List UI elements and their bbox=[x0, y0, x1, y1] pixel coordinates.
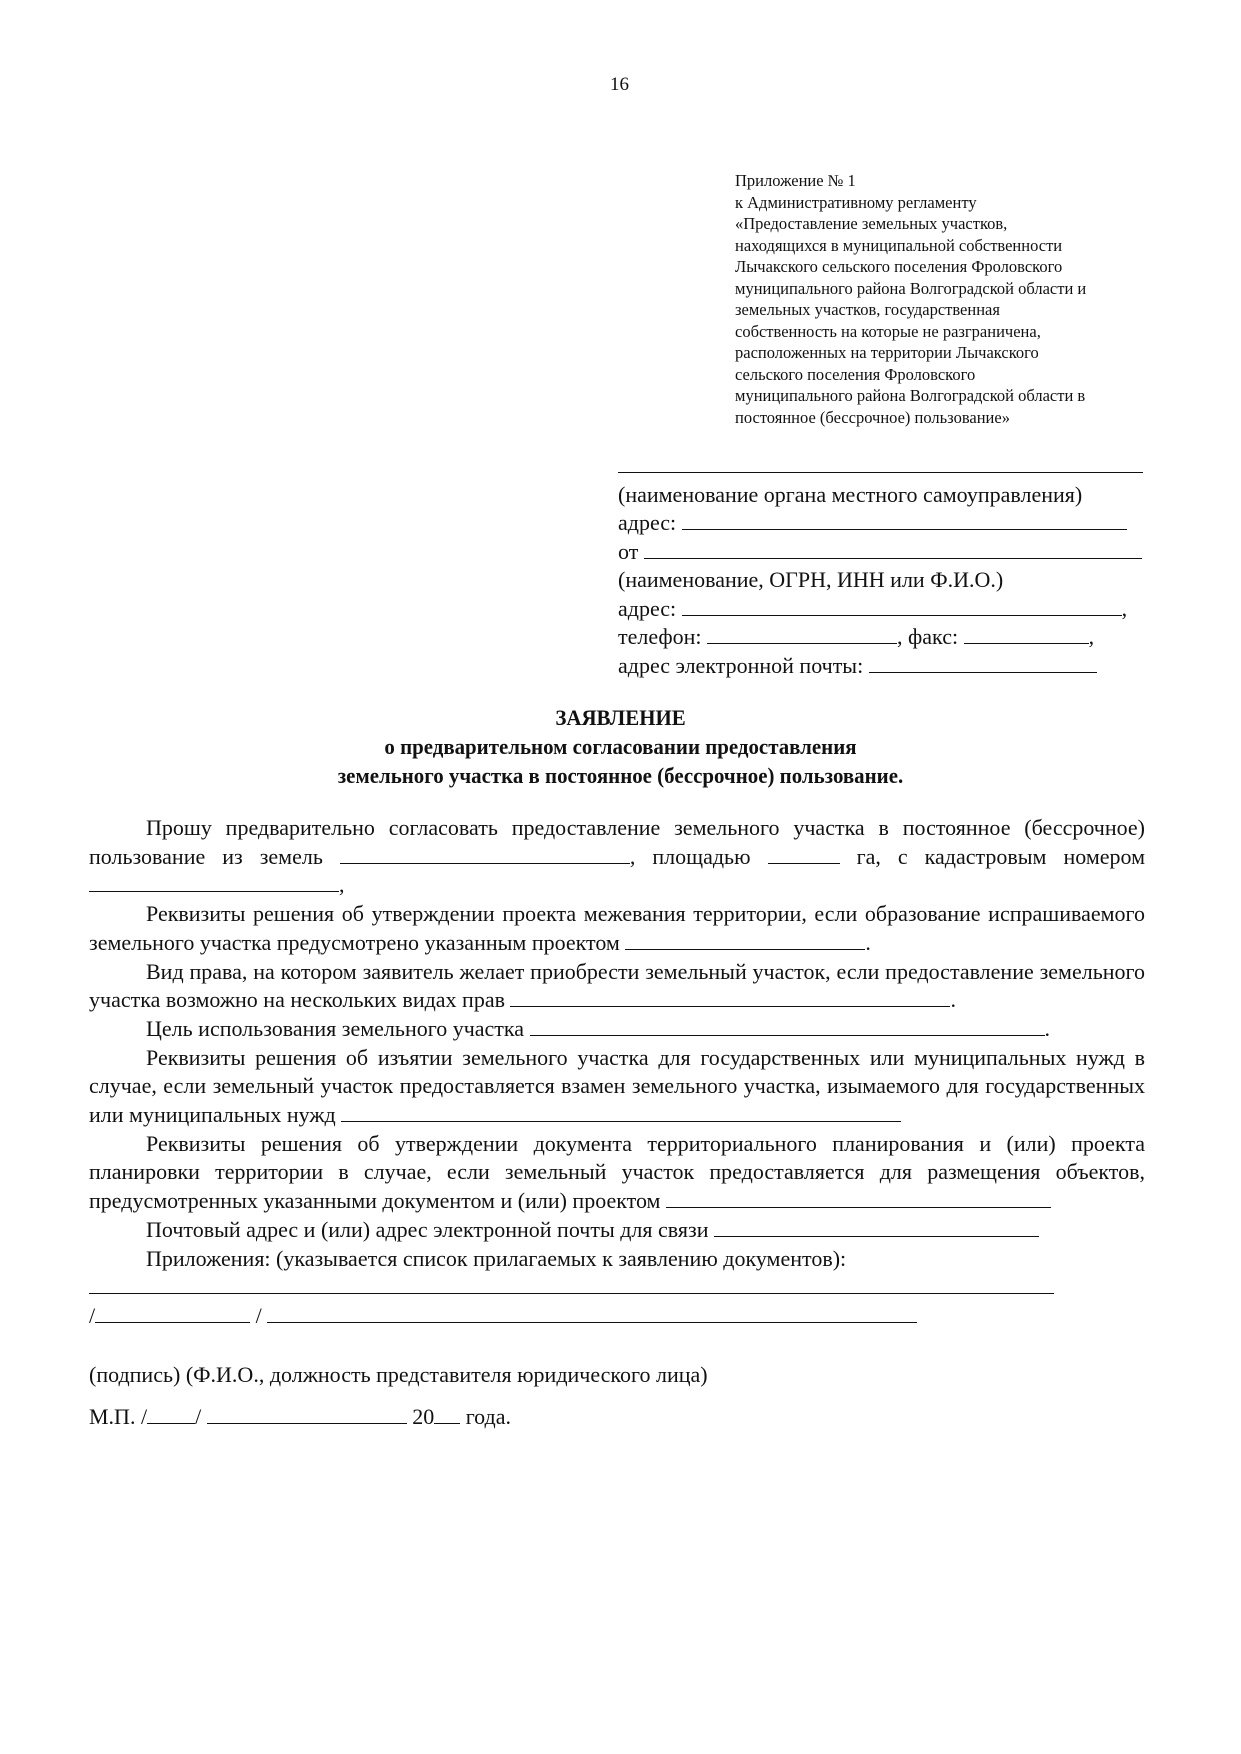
applicant-name-field[interactable] bbox=[644, 538, 1142, 559]
slash: / bbox=[255, 1302, 262, 1328]
phone-field[interactable] bbox=[707, 623, 897, 644]
area-field[interactable] bbox=[768, 843, 840, 864]
paragraph-survey-project bbox=[89, 900, 1145, 957]
appendix-line: «Предоставление земельных участков, bbox=[735, 214, 1008, 233]
applicant-caption: (наименование, ОГРН, ИНН или Ф.И.О.) bbox=[618, 567, 1004, 592]
slash: / bbox=[89, 1302, 96, 1328]
paragraph-planning bbox=[89, 1130, 1145, 1216]
applicant-address-field[interactable] bbox=[682, 595, 1122, 616]
appendix-line: муниципального района Волгоградской области в bbox=[735, 386, 1086, 405]
purpose-text: Цель использования земельного участка bbox=[146, 1015, 525, 1041]
area-label: , площадью bbox=[629, 843, 751, 869]
paragraph-attachments bbox=[89, 1245, 1145, 1274]
appendix-line: расположенных на территории Лычакского bbox=[735, 343, 1039, 362]
appendix-line: находящихся в муниципальной собственности bbox=[735, 235, 1063, 255]
paragraph-right-type bbox=[89, 958, 1145, 1015]
comma: , bbox=[1121, 595, 1128, 621]
period: . bbox=[865, 929, 871, 955]
survey-project-field[interactable] bbox=[625, 929, 865, 950]
signature-field[interactable] bbox=[95, 1302, 250, 1323]
comma: , bbox=[339, 872, 345, 898]
paragraph-purpose bbox=[89, 1015, 1145, 1044]
from-label: от bbox=[618, 538, 639, 564]
appendix-line: Приложение № 1 bbox=[735, 171, 856, 190]
title-heading: ЗАЯВЛЕНИЕ bbox=[555, 705, 686, 730]
period: . bbox=[950, 987, 956, 1013]
email-label: адрес электронной почты: bbox=[618, 652, 864, 678]
request-text: Прошу предварительно согласовать предоставление земельного участка в постоянное (бессрочное) пользование из земель bbox=[89, 815, 1145, 869]
right-type-text: Вид права, на котором заявитель желает приобрести земельный участок, если предоставление земельного участка возможно на нескольких видах прав bbox=[89, 958, 1145, 1013]
planning-text: Реквизиты решения об утверждении документа территориального планирования и (или) проекта планировки территории в случае, если земельный участок предоставляется для размещения объектов, предусмотренных указанными документом и (или) проектом bbox=[89, 1130, 1145, 1214]
paragraph-seizure bbox=[89, 1044, 1145, 1130]
authority-name-field[interactable] bbox=[618, 452, 1143, 473]
document-title bbox=[0, 703, 1241, 790]
signature-caption: (подпись) (Ф.И.О., должность представителя юридического лица) bbox=[89, 1361, 708, 1387]
planning-field[interactable] bbox=[666, 1187, 1051, 1208]
period: . bbox=[1044, 1015, 1051, 1041]
applicant-address-label: адрес: bbox=[618, 595, 677, 621]
fax-field[interactable] bbox=[964, 623, 1089, 644]
email-field[interactable] bbox=[869, 652, 1097, 673]
authority-caption: (наименование органа местного самоуправления) bbox=[618, 481, 1083, 507]
address-label: адрес: bbox=[618, 510, 677, 535]
appendix-line: к Административному регламенту bbox=[735, 192, 977, 212]
page-number: 16 bbox=[610, 74, 629, 95]
contact-text: Почтовый адрес и (или) адрес электронной почты для связи bbox=[146, 1216, 709, 1242]
slash: / bbox=[195, 1404, 202, 1430]
appendix-line: собственность на которые не разграничена, bbox=[735, 321, 1041, 341]
attachments-field[interactable] bbox=[89, 1273, 1054, 1294]
fax-label: , факс: bbox=[897, 624, 959, 649]
appendix-line: сельского поселения Фроловского bbox=[735, 364, 976, 384]
appendix-line: постоянное (бессрочное) пользование» bbox=[735, 407, 1010, 427]
cadastral-label: кадастровым номером bbox=[924, 843, 1146, 869]
day-field[interactable] bbox=[147, 1403, 195, 1424]
date-line bbox=[89, 1403, 1145, 1432]
year-field[interactable] bbox=[434, 1403, 460, 1424]
appendix-line: земельных участков, государственная bbox=[735, 300, 1000, 319]
right-type-field[interactable] bbox=[510, 986, 950, 1007]
appendix-reference bbox=[735, 170, 1086, 428]
phone-label: телефон: bbox=[618, 624, 702, 649]
seal-label: М.П. / bbox=[89, 1404, 148, 1430]
paragraph-contact bbox=[89, 1216, 1145, 1245]
month-field[interactable] bbox=[207, 1403, 407, 1424]
purpose-field[interactable] bbox=[530, 1015, 1045, 1036]
title-line-2: о предварительном согласовании предоставления bbox=[384, 734, 857, 759]
hectare-label: га, с bbox=[856, 843, 908, 869]
seizure-text: Реквизиты решения об изъятии земельного участка для государственных или муниципальных нужд в случае, если земельный участок предоставляется взамен земельного участка, изымаемого для государственных или муниципальных нужд bbox=[89, 1044, 1145, 1128]
appendix-line: муниципального района Волгоградской области и bbox=[735, 278, 1087, 298]
land-category-field[interactable] bbox=[340, 843, 630, 864]
authority-address-field[interactable] bbox=[682, 509, 1127, 530]
paragraph-request bbox=[89, 814, 1145, 900]
year-prefix: 20 bbox=[412, 1404, 435, 1430]
contact-field[interactable] bbox=[714, 1216, 1039, 1237]
seizure-field[interactable] bbox=[341, 1101, 901, 1122]
year-suffix: года. bbox=[465, 1404, 511, 1430]
addressee-block bbox=[618, 452, 1143, 680]
cadastral-number-field[interactable] bbox=[89, 871, 339, 892]
attachments-text: Приложения: (указывается список прилагаемых к заявлению документов): bbox=[146, 1245, 847, 1271]
appendix-line: Лычакского сельского поселения Фроловского bbox=[735, 257, 1063, 276]
comma: , bbox=[1088, 624, 1095, 649]
document-body bbox=[89, 814, 1145, 1432]
representative-name-field[interactable] bbox=[267, 1302, 917, 1323]
title-line-3: земельного участка в постоянное (бессрочное) пользование. bbox=[337, 763, 904, 788]
survey-project-text: Реквизиты решения об утверждении проекта межевания территории, если образование испрашиваемого земельного участка предусмотрено указанным проектом bbox=[89, 901, 1145, 955]
